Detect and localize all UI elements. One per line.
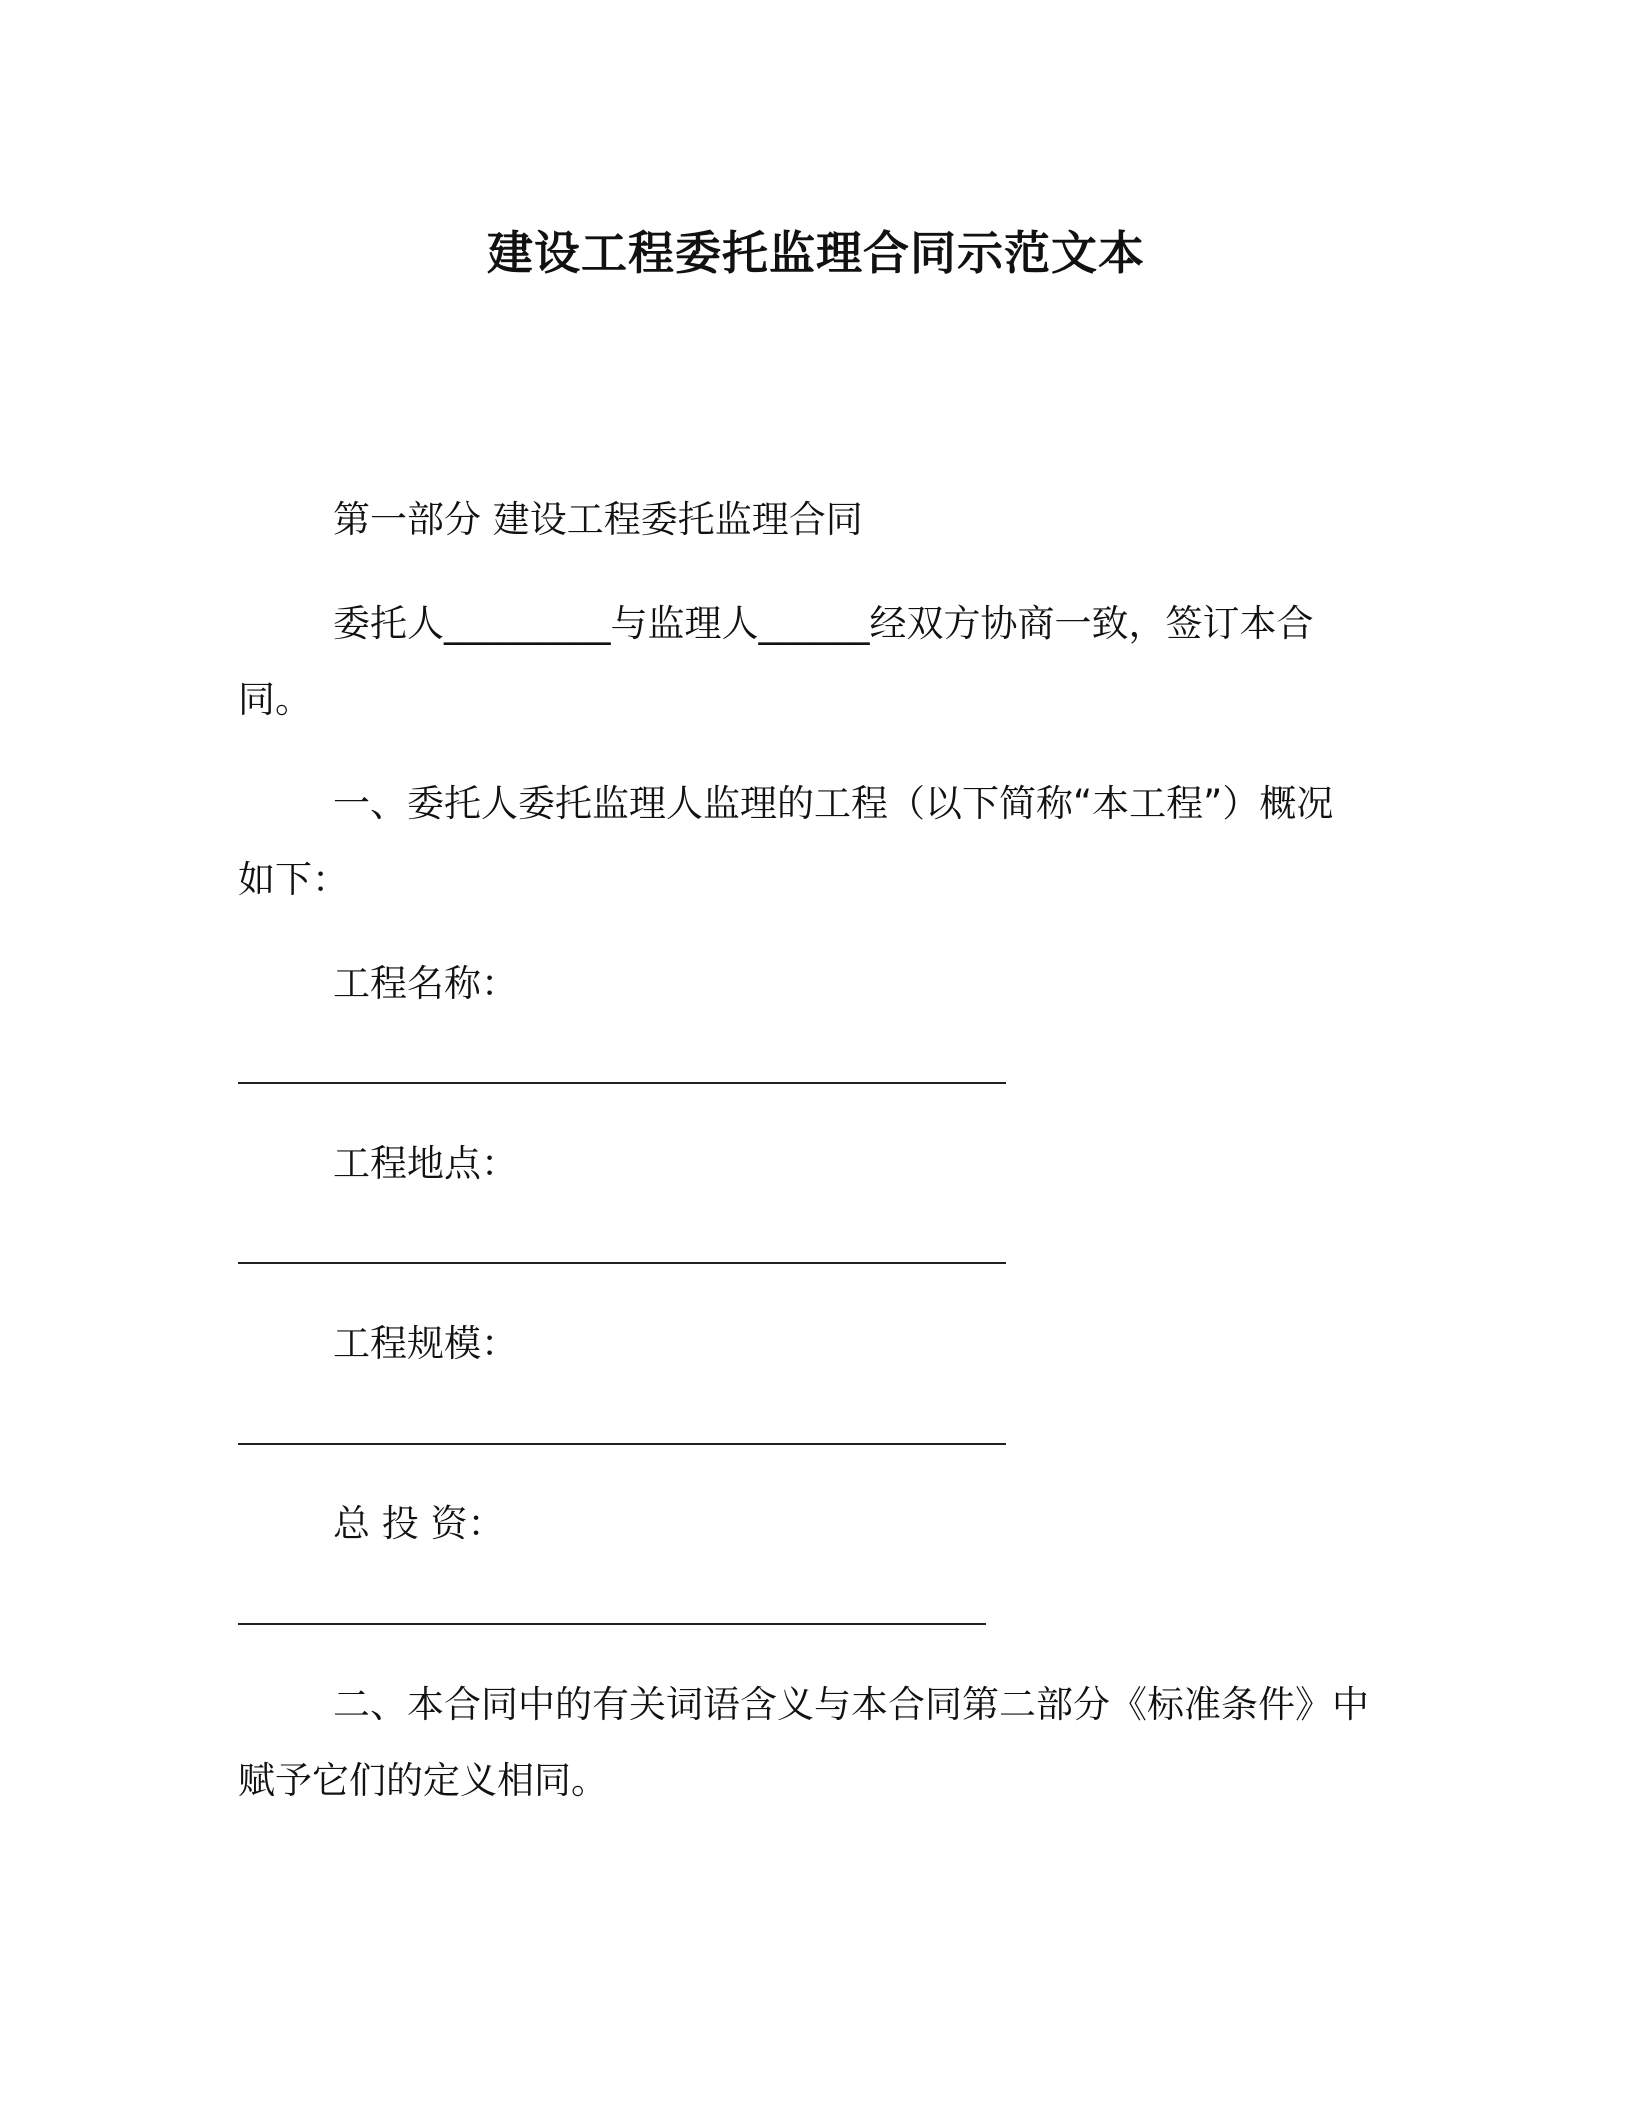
document-title: 建设工程委托监理合同示范文本 [487, 226, 1145, 280]
clause-1-line-2: 如下： [238, 858, 349, 901]
intro-paragraph-line-1: 委托人_________与监理人______经双方协商一致，签订本合 [333, 602, 1314, 645]
fill-line-total-investment [238, 1623, 986, 1625]
fill-line-project-name [238, 1082, 1006, 1084]
field-label-total-investment: 总 投 资： [333, 1502, 505, 1545]
field-label-project-location: 工程地点： [333, 1142, 518, 1185]
clause-2-line-1: 二、本合同中的有关词语含义与本合同第二部分《标准条件》中 [333, 1683, 1369, 1726]
clause-2-line-2: 赋予它们的定义相同。 [238, 1759, 608, 1802]
part-heading: 第一部分 建设工程委托监理合同 [333, 498, 863, 541]
field-label-project-scale: 工程规模： [333, 1322, 518, 1365]
intro-paragraph-line-2: 同。 [238, 678, 312, 721]
fill-line-project-scale [238, 1443, 1006, 1445]
clause-1-line-1: 一、委托人委托监理人监理的工程（以下简称“本工程”）概况 [333, 782, 1334, 825]
fill-line-project-location [238, 1262, 1006, 1264]
field-label-project-name: 工程名称： [333, 962, 518, 1005]
